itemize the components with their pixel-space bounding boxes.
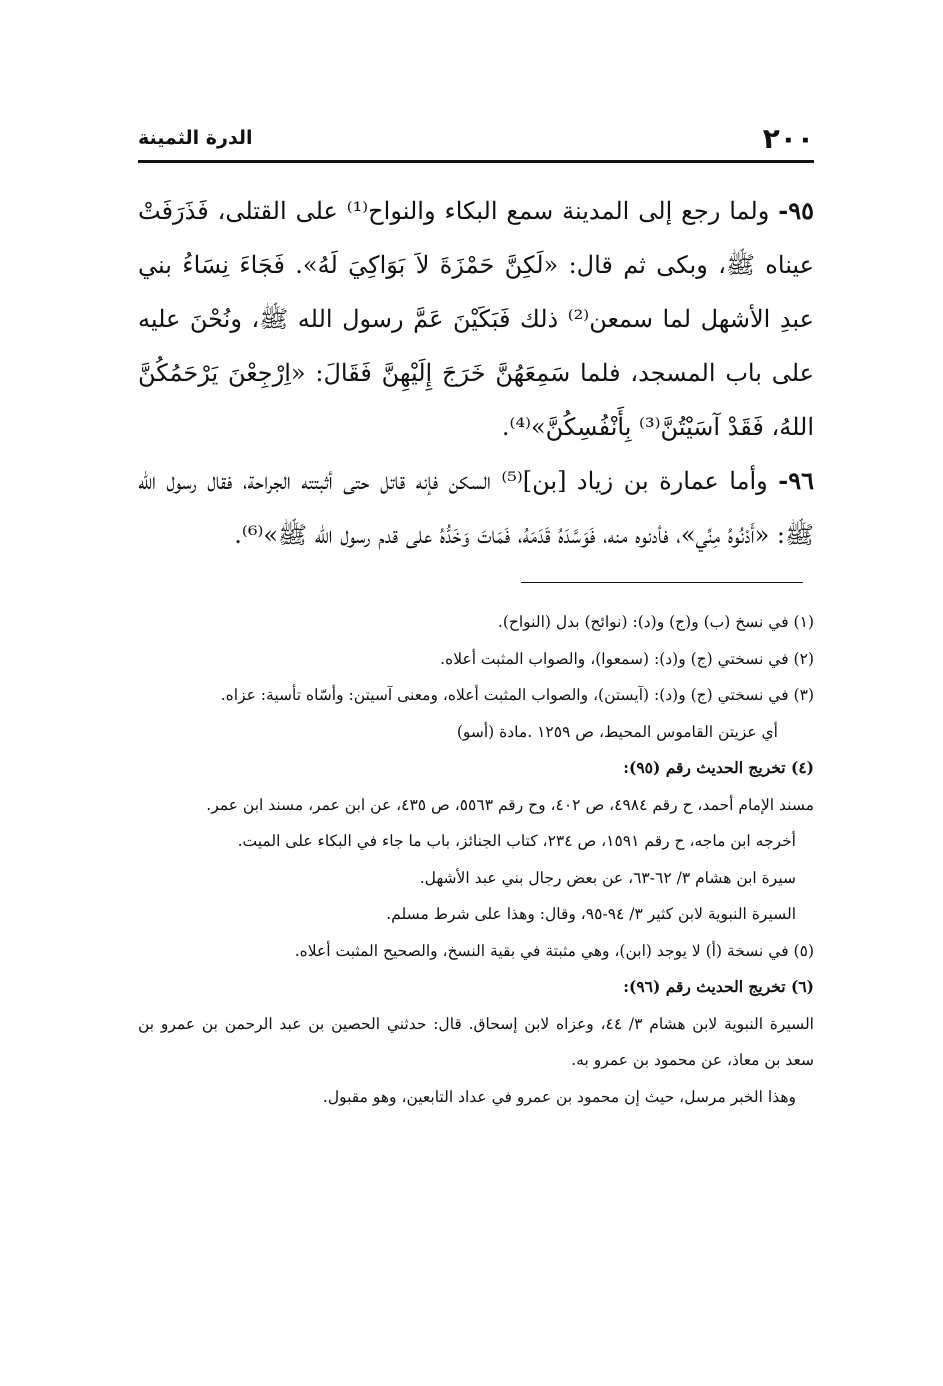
footnote-2: (٢) في نسختي (ج) و(د): (سمعوا)، والصواب المثبت أعلاه. [440,649,814,668]
footnote-3: (٣) في نسختي (ج) و(د): (آيستن)، والصواب المثبت أعلاه، ومعنى آسيتن: وأسّاه تأسية: عزاه. [220,686,814,704]
footnote-separator [521,582,803,583]
hadith-text-96: وأما عمارة بن زياد [بن]⁽⁵⁾ السكن فإنه قاتل حتى أثبتته الجراحة، فقال رسول الله ﷺ: «أَدْنُوهُ مِنِّي»، فأدنوه منه، فَوَسَّدَهُ قَدَمَهُ، فَمَاتَ وَخَدُّهُ على قدم رسول الله ﷺ»⁽⁶⁾. [138,467,814,549]
hadith-text-95: ولما رجع إلى المدينة سمع البكاء والنواح⁽¹⁾ على القتلى، فَذَرَفَتْ عيناه ﷺ، وبكى ثم قال: «لَكِنَّ حَمْزَةَ لاَ بَوَاكِيَ لَهُ». فَجَاءَ نِسَاءُ بني عبدِ الأشهل لما سمعن⁽²⁾ ذلك فَبَكَيْنَ عَمَّ رسول الله ﷺ، ونُحْنَ عليه على باب المسجد، فلما سَمِعَهُنَّ خَرَجَ إِلَيْهِنَّ فَقَالَ: «اِرْجِعْنَ يَرْحَمُكُنَّ اللهُ، فَقَدْ آسَيْتُنَّ⁽³⁾ بِأَنْفُسِكُنَّ»⁽⁴⁾. [138,197,814,441]
running-title: الدرة الثمينة [138,127,253,149]
hadith-paragraph-95 [138,184,814,454]
footnotes [138,604,814,1115]
footnote-5: (٥) في نسخة (أ) لا يوجد (ابن)، وهي مثبتة في بقية النسخ، والصحيح المثبت أعلاه. [294,941,814,960]
footnote-6-line-2: وهذا الخبر مرسل، حيث إن محمود بن عمرو في عداد التابعين، وهو مقبول. [322,1087,796,1106]
main-text [138,184,814,562]
footnote-4-line-3: سيرة ابن هشام ٣/ ٦٢-٦٣، عن بعض رجال بني عبد الأشهل. [419,868,796,887]
page-number: ٢٠٠ [762,121,814,155]
hadith-number-96: ٩٦- [778,466,814,495]
hadith-number-95: ٩٥- [778,196,815,225]
footnote-4-line-4: السيرة النبوية لابن كثير ٣/ ٩٤-٩٥، وقال: وهذا على شرط مسلم. [386,905,796,923]
footnote-4-line-2: أخرجه ابن ماجه، ح رقم ١٥٩١، ص ٢٣٤، كتاب الجنائز، باب ما جاء في البكاء على الميت. [237,832,796,850]
footnote-1: (١) في نسخ (ب) و(ج) و(د): (نوائح) بدل (النواح). [497,613,814,631]
footnote-6-line-1: السيرة النبوية لابن هشام ٣/ ٤٤، وعزاه لابن إسحاق. قال: حدثني الحصين بن عبد الرحمن بن عمرو بن سعد بن معاذ، عن محمود بن عمرو به. [138,1014,814,1069]
page-header [138,118,814,158]
hadith-paragraph-96 [138,454,814,562]
footnote-4-heading: (٤) تخريج الحديث رقم (٩٥): [623,758,814,777]
footnote-6-heading: (٦) تخريج الحديث رقم (٩٦): [623,977,814,996]
footnote-3-continued: أي عزيتن القاموس المحيط، ص ١٢٥٩ .مادة (أسو) [456,722,778,741]
header-rule [138,160,814,163]
footnote-4-line-1: مسند الإمام أحمد، ح رقم ٤٩٨٤، ص ٤٠٢، وح رقم ٥٥٦٣، ص ٤٣٥، عن ابن عمر، مسند ابن عمر. [206,795,814,814]
